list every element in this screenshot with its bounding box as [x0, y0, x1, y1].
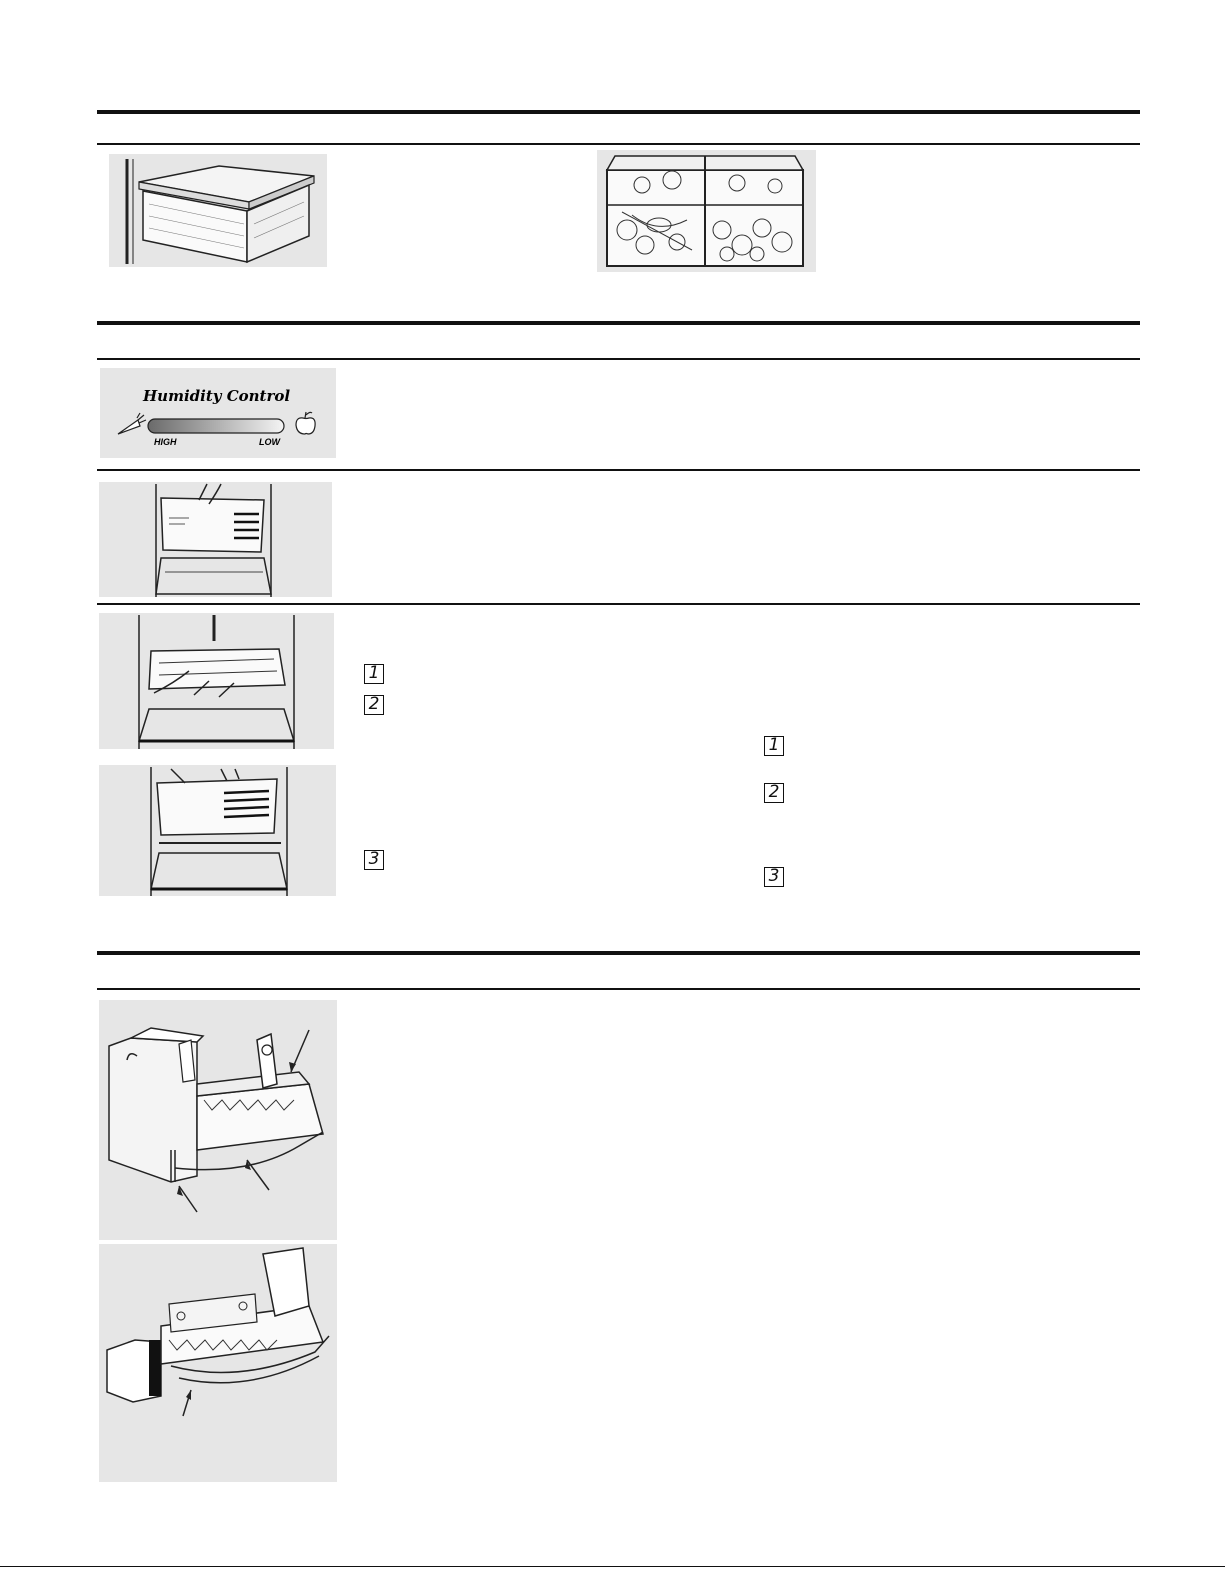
- page-footer-rule: [0, 1566, 1225, 1567]
- humidity-control-panel: [100, 368, 336, 458]
- step-marker-3: 3: [364, 850, 384, 870]
- frame-removal-illustration-1: [99, 613, 334, 749]
- section-3-top-rule: [97, 951, 1140, 955]
- step-marker-2: 2: [364, 695, 384, 715]
- step-marker-2-right: 2: [764, 783, 784, 803]
- row-divider-1: [97, 469, 1140, 471]
- crisper-drawers-illustration: [597, 150, 816, 272]
- icemaker-illustration-1: [99, 1000, 337, 1240]
- row-divider-2: [97, 603, 1140, 605]
- step-marker-3-right: 3: [764, 867, 784, 887]
- humidity-slider[interactable]: [148, 419, 284, 433]
- section-2-top-rule: [97, 321, 1140, 325]
- step-marker-1: 1: [364, 664, 384, 684]
- section-1-top-rule: [97, 110, 1140, 114]
- section-2-sub-rule: [97, 358, 1140, 360]
- humidity-high-label: HIGH: [154, 437, 177, 447]
- humidity-control-title: Humidity Control: [143, 387, 291, 405]
- step-marker-1-right: 1: [764, 736, 784, 756]
- carrot-icon: [118, 413, 146, 434]
- frame-removal-illustration-2: [99, 765, 336, 896]
- shelf-cover-illustration: [99, 482, 332, 597]
- humidity-low-label: LOW: [259, 437, 280, 447]
- section-1-sub-rule: [97, 143, 1140, 145]
- apple-icon: [296, 412, 315, 434]
- drawer-illustration: [109, 154, 327, 267]
- section-3-sub-rule: [97, 988, 1140, 990]
- icemaker-illustration-2: [99, 1244, 337, 1482]
